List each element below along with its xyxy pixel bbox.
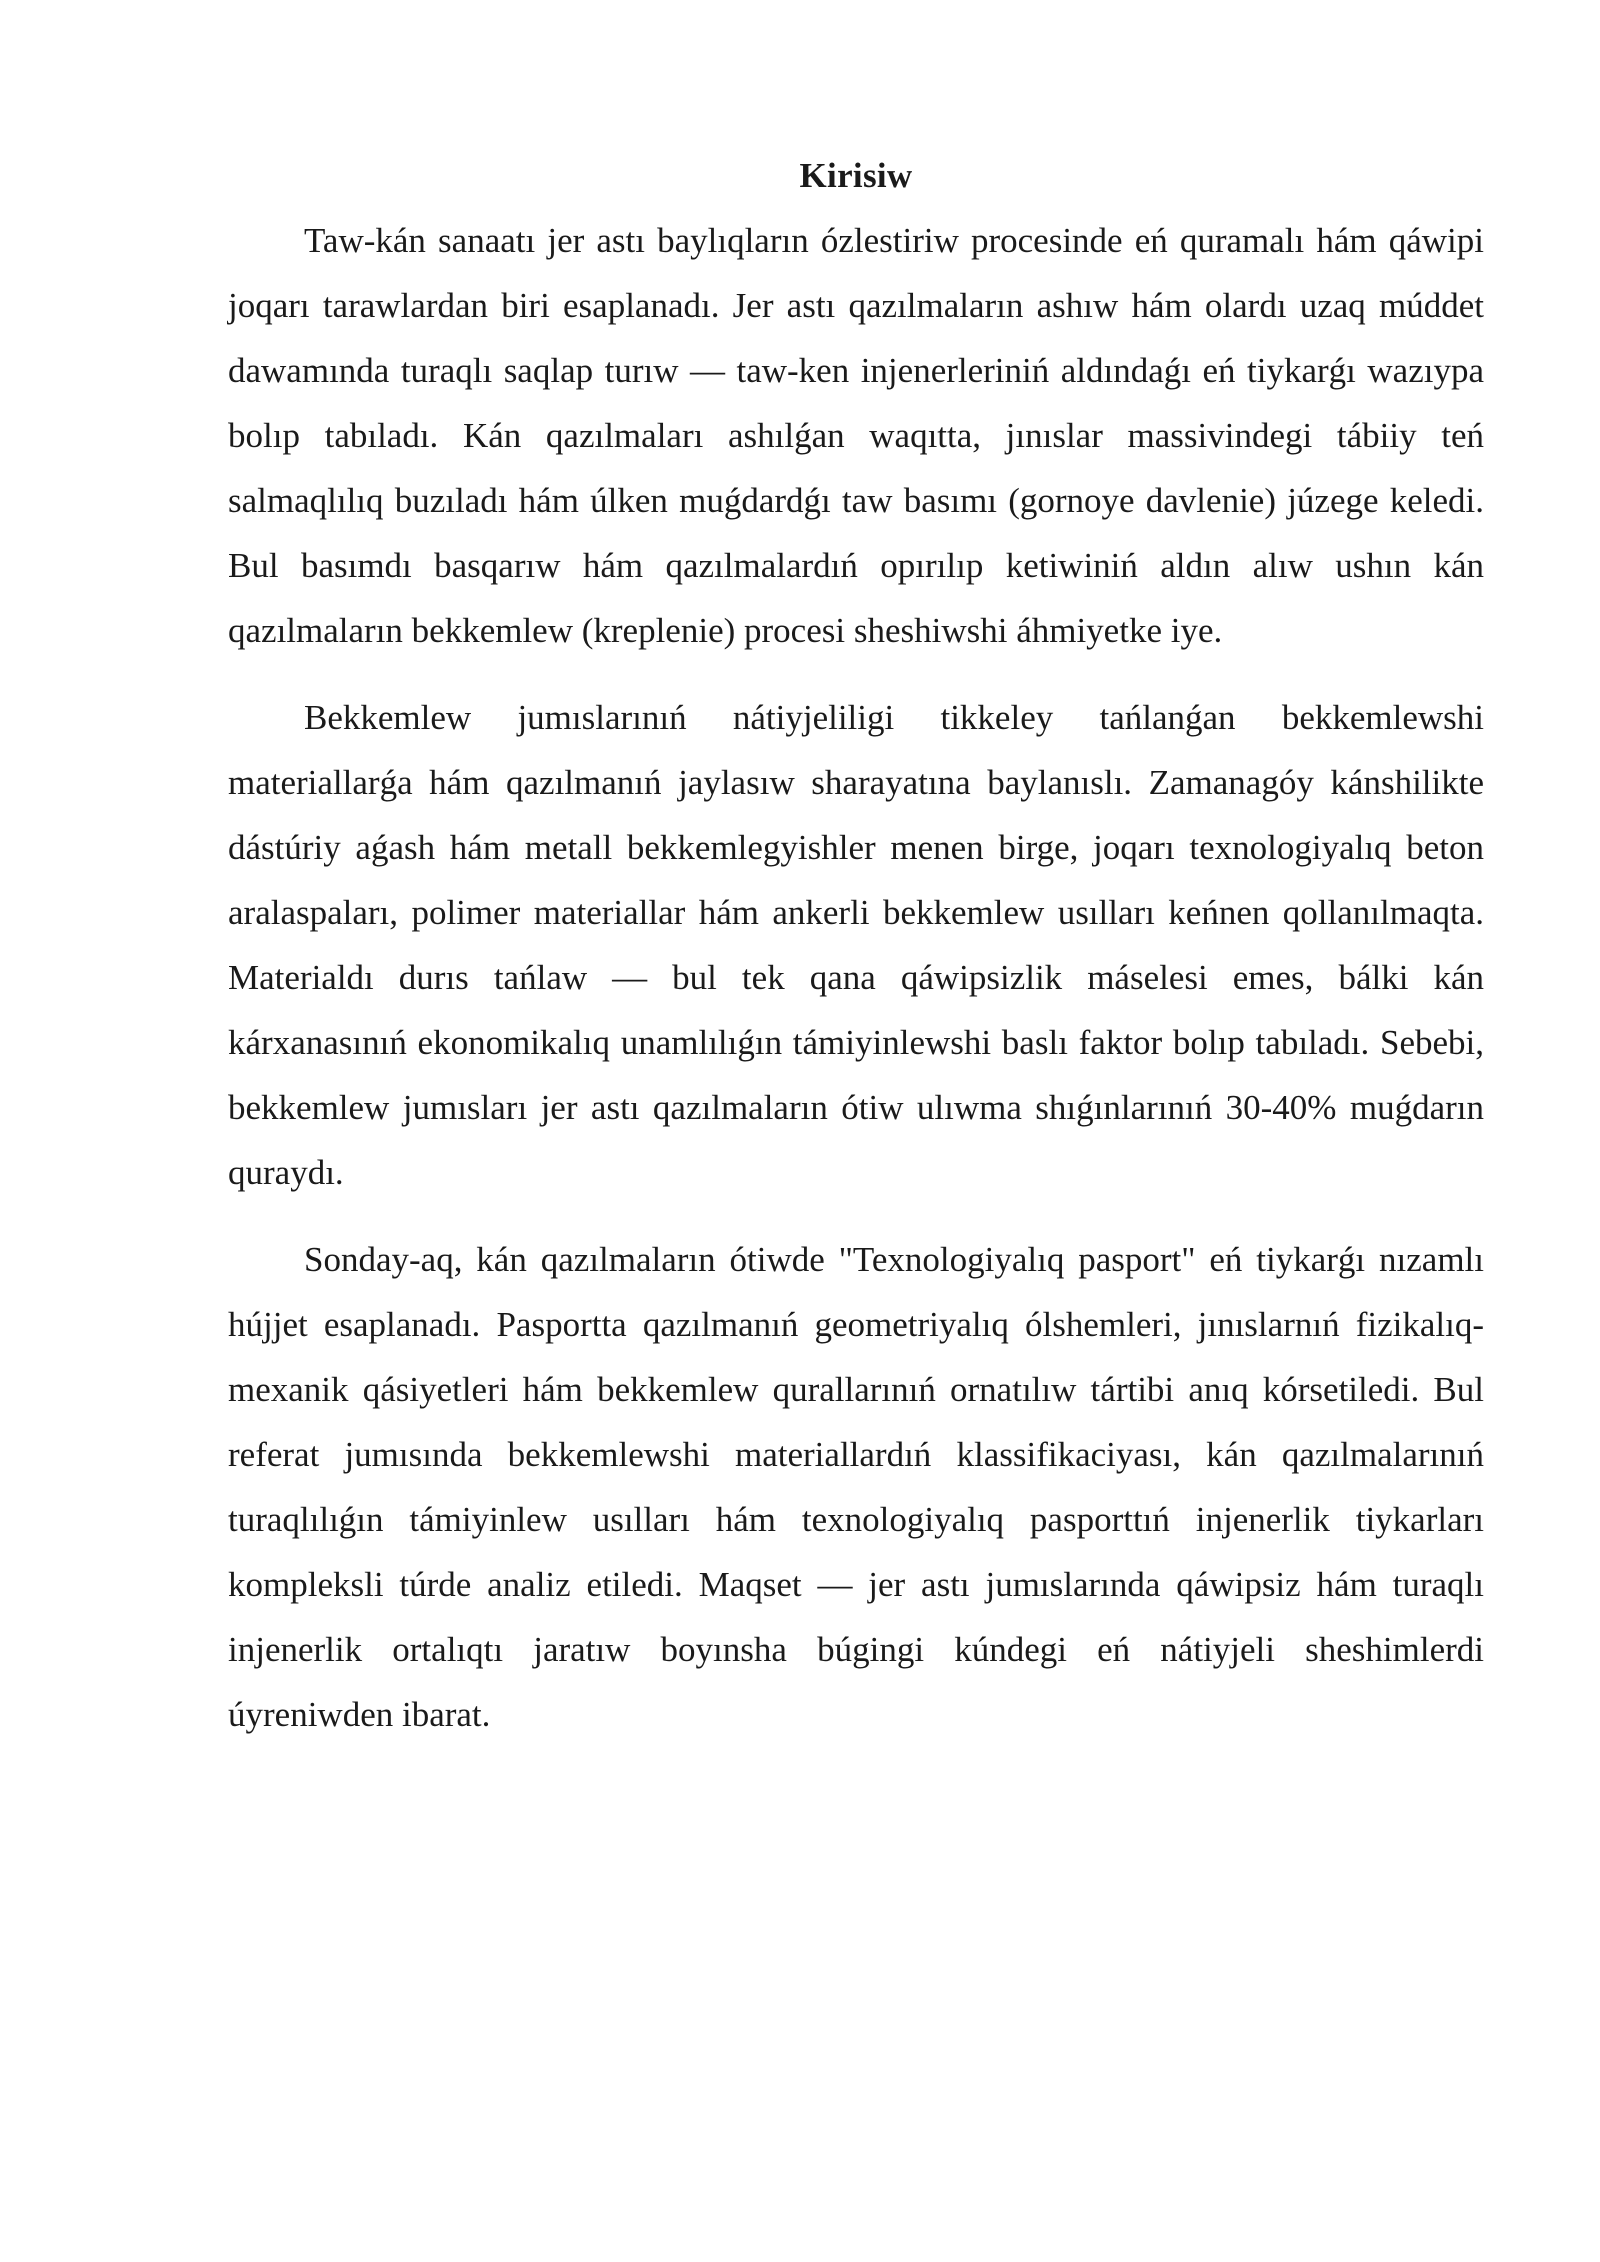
document-body <box>228 150 1484 1769</box>
paragraph-3: Sonday-aq, kán qazılmaların ótiwde "Texnologiyalıq pasport" eń tiykarǵı nızamlı hújjet esaplanadı. Pasportta qazılmanıń geometriyalıq ólshemleri, jınıslarnıń fizikalıq-mexanik qásiyetleri hám bekkemlew qurallarınıń ornatılıw tártibi anıq kórsetiledi. Bul referat jumısında bekkemlewshi materiallardıń klassifikaciyası, kán qazılmalarınıń turaqlılıǵın támiyinlew usılları hám texnologiyalıq pasporttıń injenerlik tiykarları kompleksli túrde analiz etiledi. Maqset — jer astı jumıslarında qáwipsiz hám turaqlı injenerlik ortalıqtı jaratıw boyınsha búgingi kúndegi eń nátiyjeli sheshimlerdi úyreniwden ibarat. <box>228 1240 1484 1734</box>
document-title: Kirisiw <box>799 156 913 195</box>
paragraph-2: Bekkemlew jumıslarınıń nátiyjeliligi tikkeley tańlanǵan bekkemlewshi materiallarǵa hám qazılmanıń jaylasıw sharayatına baylanıslı. Zamanagóy kánshilikte dástúriy aǵash hám metall bekkemlegyishler menen birge, joqarı texnologiyalıq beton aralaspaları, polimer materiallar hám ankerli bekkemlew usılları keńnen qollanılmaqta. Materialdı durıs tańlaw — bul tek qana qáwipsizlik máselesi emes, bálki kán kárxanasınıń ekonomikalıq unamlılıǵın támiyinlewshi baslı faktor bolıp tabıladı. Sebebi, bekkemlew jumısları jer astı qazılmaların ótiw ulıwma shıǵınlarınıń 30-40% muǵdarın quraydı. <box>228 698 1484 1192</box>
paragraph-1: Taw-kán sanaatı jer astı baylıqların ózlestiriw procesinde eń quramalı hám qáwipi joqarı tarawlardan biri esaplanadı. Jer astı qazılmaların ashıw hám olardı uzaq múddet dawamında turaqlı saqlap turıw — taw-ken injenerleriniń aldındaǵı eń tiykarǵı wazıypa bolıp tabıladı. Kán qazılmaları ashılǵan waqıtta, jınıslar massivindegi tábiiy teń salmaqlılıq buzıladı hám úlken muǵdardǵı taw basımı (gornoye davlenie) júzege keledi. Bul basımdı basqarıw hám qazılmalardıń opırılıp ketiwiniń aldın alıw ushın kán qazılmaların bekkemlew (kreplenie) procesi sheshiwshi áhmiyetke iye. <box>228 221 1484 650</box>
